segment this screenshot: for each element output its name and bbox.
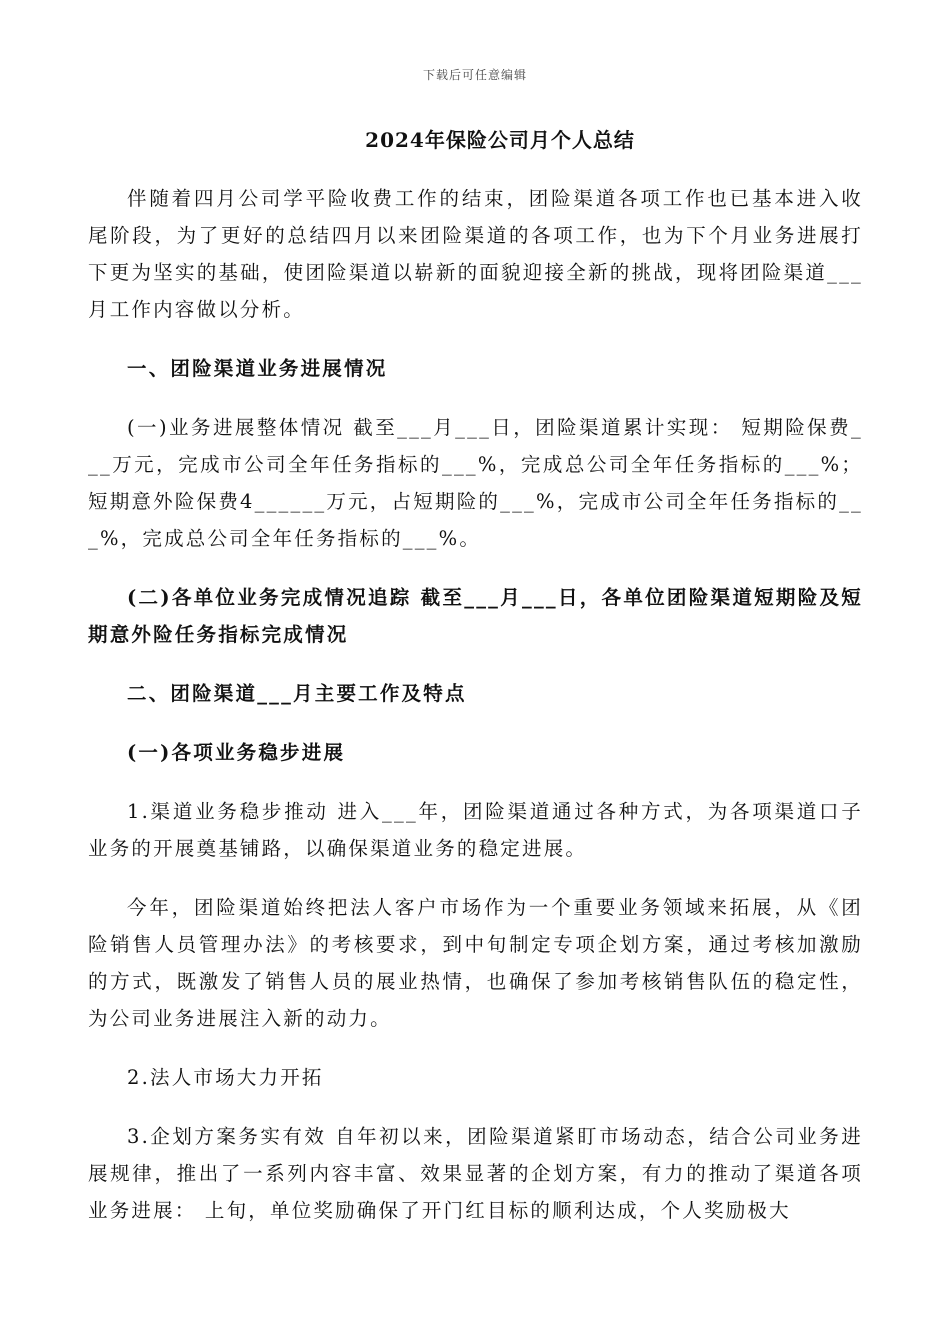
corporate-market-paragraph: 今年，团险渠道始终把法人客户市场作为一个重要业务领域来拓展，从《团险销售人员管理办法》的考核要求，到中旬制定专项企划方案，通过考核加激励的方式，既激发了销售人员的展业热情，也确保了参加考核销售队伍的稳定性，为公司业务进展注入新的动力。: [88, 896, 863, 1030]
channel-business-paragraph: 1.渠道业务稳步推动 进入___年，团险渠道通过各种方式，为各项渠道口子业务的开展奠基铺路，以确保渠道业务的稳定进展。: [88, 800, 863, 860]
unit-tracking-heading: (二)各单位业务完成情况追踪 截至___月___日，各单位团险渠道短期险及短期意外险任务指标完成情况: [88, 586, 863, 646]
overall-progress-paragraph: (一)业务进展整体情况 截至___月___日，团险渠道累计实现： 短期险保费___万元，完成市公司全年任务指标的___%，完成总公司全年任务指标的___%； 短期意外险保费4______万元，占短期险的___%，完成市公司全年任务指标的___%，完成总公司全年任务指标的___%。: [88, 416, 863, 550]
header-note: 下载后可任意编辑: [422, 68, 527, 82]
market-expansion-item: 2.法人市场大力开拓: [127, 1066, 324, 1089]
subsection-heading-1: (一)各项业务稳步进展: [127, 741, 346, 764]
intro-paragraph: 伴随着四月公司学平险收费工作的结束，团险渠道各项工作也已基本进入收尾阶段，为了更好的总结四月以来团险渠道的各项工作，也为下个月业务进展打下更为坚实的基础，使团险渠道以崭新的面貌迎接全新的挑战，现将团险渠道___月工作内容做以分析。: [88, 187, 863, 321]
section-heading-1: 一、团险渠道业务进展情况: [127, 357, 388, 380]
document-title: 2024年保险公司月个人总结: [365, 128, 635, 152]
document-body: [88, 180, 863, 1251]
planning-scheme-paragraph: 3.企划方案务实有效 自年初以来，团险渠道紧盯市场动态，结合公司业务进展规律，推出了一系列内容丰富、效果显著的企划方案，有力的推动了渠道各项业务进展： 上旬，单位奖励确保了开门红目标的顺利达成，个人奖励极大: [88, 1125, 863, 1222]
section-heading-2: 二、团险渠道___月主要工作及特点: [127, 682, 467, 705]
